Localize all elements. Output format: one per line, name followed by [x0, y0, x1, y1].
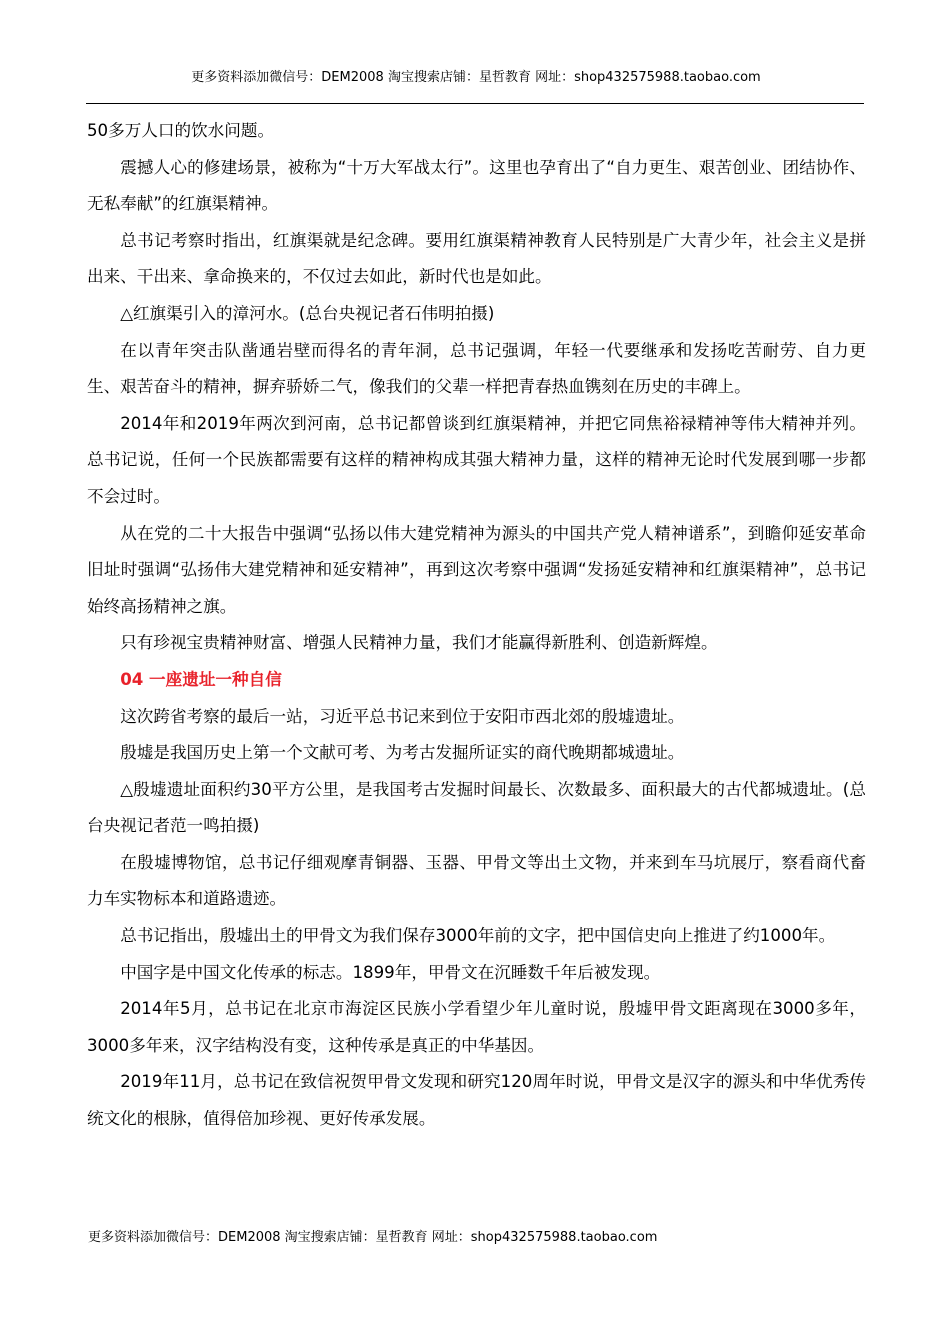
paragraph-16: 2019年11月，总书记在致信祝贺甲骨文发现和研究120周年时说，甲骨文是汉字的源头和中华优秀传统文化的根脉，值得倍加珍视、更好传承发展。	[87, 1072, 866, 1129]
paragraph-14: 中国字是中国文化传承的标志。1899年，甲骨文在沉睡数千年后被发现。	[120, 962, 661, 982]
paragraph-15: 2014年5月，总书记在北京市海淀区民族小学看望少年儿童时说，殷墟甲骨文距离现在3000多年，3000多年来，汉字结构没有变，这种传承是真正的中华基因。	[87, 999, 866, 1055]
paragraph-3: 总书记考察时指出，红旗渠就是纪念碑。要用红旗渠精神教育人民特别是广大青少年，社会主义是拼出来、干出来、拿命换来的，不仅过去如此，新时代也是如此。	[87, 230, 866, 287]
photo-caption-1: △红旗渠引入的漳河水。(总台央视记者石伟明拍摄)	[120, 303, 495, 323]
paragraph-5: 在以青年突击队凿通岩壁而得名的青年洞，总书记强调，年轻一代要继承和发扬吃苦耐劳、自力更生、艰苦奋斗的精神，摒弃骄娇二气，像我们的父辈一样把青春热血镌刻在历史的丰碑上。	[87, 340, 866, 397]
paragraph-12: 在殷墟博物馆，总书记仔细观摩青铜器、玉器、甲骨文等出土文物，并来到车马坑展厅，察看商代畜力车实物标本和道路遗迹。	[87, 852, 866, 909]
header-divider	[86, 103, 864, 104]
paragraph-7: 从在党的二十大报告中强调“弘扬以伟大建党精神为源头的中国共产党人精神谱系”，到瞻仰延安革命旧址时强调“弘扬伟大建党精神和延安精神”，再到这次考察中强调“发扬延安精神和红旗渠精神”，总书记始终高扬精神之旗。	[87, 523, 866, 616]
page-footer: 更多资料添加微信号：DEM2008 淘宝搜索店铺：星哲教育 网址：shop432575988.taobao.com	[88, 1230, 658, 1245]
paragraph-13: 总书记指出，殷墟出土的甲骨文为我们保存3000年前的文字，把中国信史向上推进了约1000年。	[120, 926, 836, 946]
section-heading: 04 一座遗址一种自信	[120, 669, 282, 689]
article-body	[87, 113, 866, 1138]
photo-caption-2: △殷墟遗址面积约30平方公里，是我国考古发掘时间最长、次数最多、面积最大的古代都城遗址。(总台央视记者范一鸣拍摄)	[87, 779, 866, 836]
paragraph-6: 2014年和2019年两次到河南，总书记都曾谈到红旗渠精神，并把它同焦裕禄精神等伟大精神并列。总书记说，任何一个民族都需要有这样的精神构成其强大精神力量，这样的精神无论时代发展到哪一步都不会过时。	[87, 413, 866, 506]
paragraph-8: 只有珍视宝贵精神财富、增强人民精神力量，我们才能赢得新胜利、创造新辉煌。	[120, 633, 718, 653]
paragraph-2: 震撼人心的修建场景，被称为“十万大军战太行”。这里也孕育出了“自力更生、艰苦创业、团结协作、无私奉献”的红旗渠精神。	[87, 157, 866, 214]
paragraph-1: 50多万人口的饮水问题。	[87, 121, 275, 140]
paragraph-10: 殷墟是我国历史上第一个文献可考、为考古发掘所证实的商代晚期都城遗址。	[120, 743, 685, 763]
page-header: 更多资料添加微信号：DEM2008 淘宝搜索店铺：星哲教育 网址：shop432575988.taobao.com	[191, 70, 761, 85]
paragraph-9: 这次跨省考察的最后一站，习近平总书记来到位于安阳市西北郊的殷墟遗址。	[120, 706, 685, 726]
